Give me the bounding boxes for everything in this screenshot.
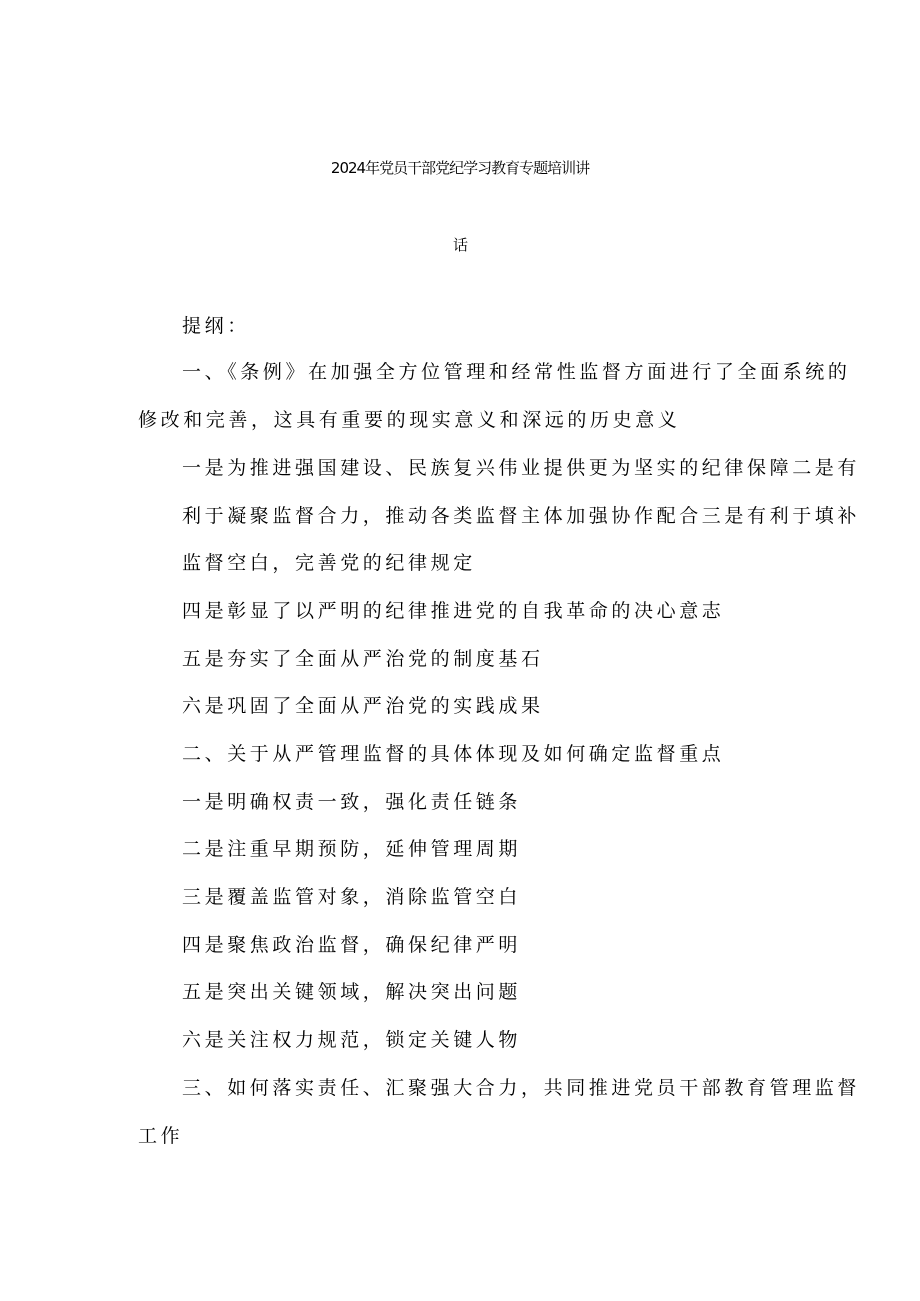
- outline-label: 提纲：: [182, 315, 250, 337]
- document-title-line-2: 话: [452, 236, 467, 254]
- section-3-heading-line-1: 三、如何落实责任、汇聚强大合力，共同推进党员干部教育管理监督: [182, 1077, 861, 1099]
- section-2-item-1: 一是明确权责一致，强化责任链条: [182, 791, 522, 813]
- section-3-heading-line-2: 工作: [138, 1125, 184, 1147]
- section-1-heading-line-2: 修改和完善，这具有重要的现实意义和深远的历史意义: [138, 409, 681, 431]
- document-title-line-1: 2024年党员干部党纪学习教育专题培训讲: [330, 159, 590, 177]
- section-2-item-4: 四是聚焦政治监督，确保纪律严明: [182, 934, 522, 956]
- section-2-item-2: 二是注重早期预防，延伸管理周期: [182, 838, 522, 860]
- section-1-item-6: 六是巩固了全面从严治党的实践成果: [182, 695, 544, 717]
- section-2-heading: 二、关于从严管理监督的具体体现及如何确定监督重点: [182, 743, 725, 765]
- section-1-item-5: 五是夯实了全面从严治党的制度基石: [182, 648, 544, 670]
- section-1-item-4: 四是彰显了以严明的纪律推进党的自我革命的决心意志: [182, 600, 725, 622]
- section-1-heading-line-1: 一、《条例》在加强全方位管理和经常性监督方面进行了全面系统的: [182, 361, 851, 383]
- section-2-item-3: 三是覆盖监管对象，消除监管空白: [182, 886, 522, 908]
- section-1-paragraph-line-2: 利于凝聚监督合力，推动各类监督主体加强协作配合三是有利于填补: [182, 505, 861, 527]
- section-2-item-6: 六是关注权力规范，锁定关键人物: [182, 1029, 522, 1051]
- section-2-item-5: 五是突出关键领域，解决突出问题: [182, 981, 522, 1003]
- section-1-paragraph-line-3: 监督空白，完善党的纪律规定: [182, 552, 476, 574]
- section-1-paragraph-line-1: 一是为推进强国建设、民族复兴伟业提供更为坚实的纪律保障二是有: [182, 457, 861, 479]
